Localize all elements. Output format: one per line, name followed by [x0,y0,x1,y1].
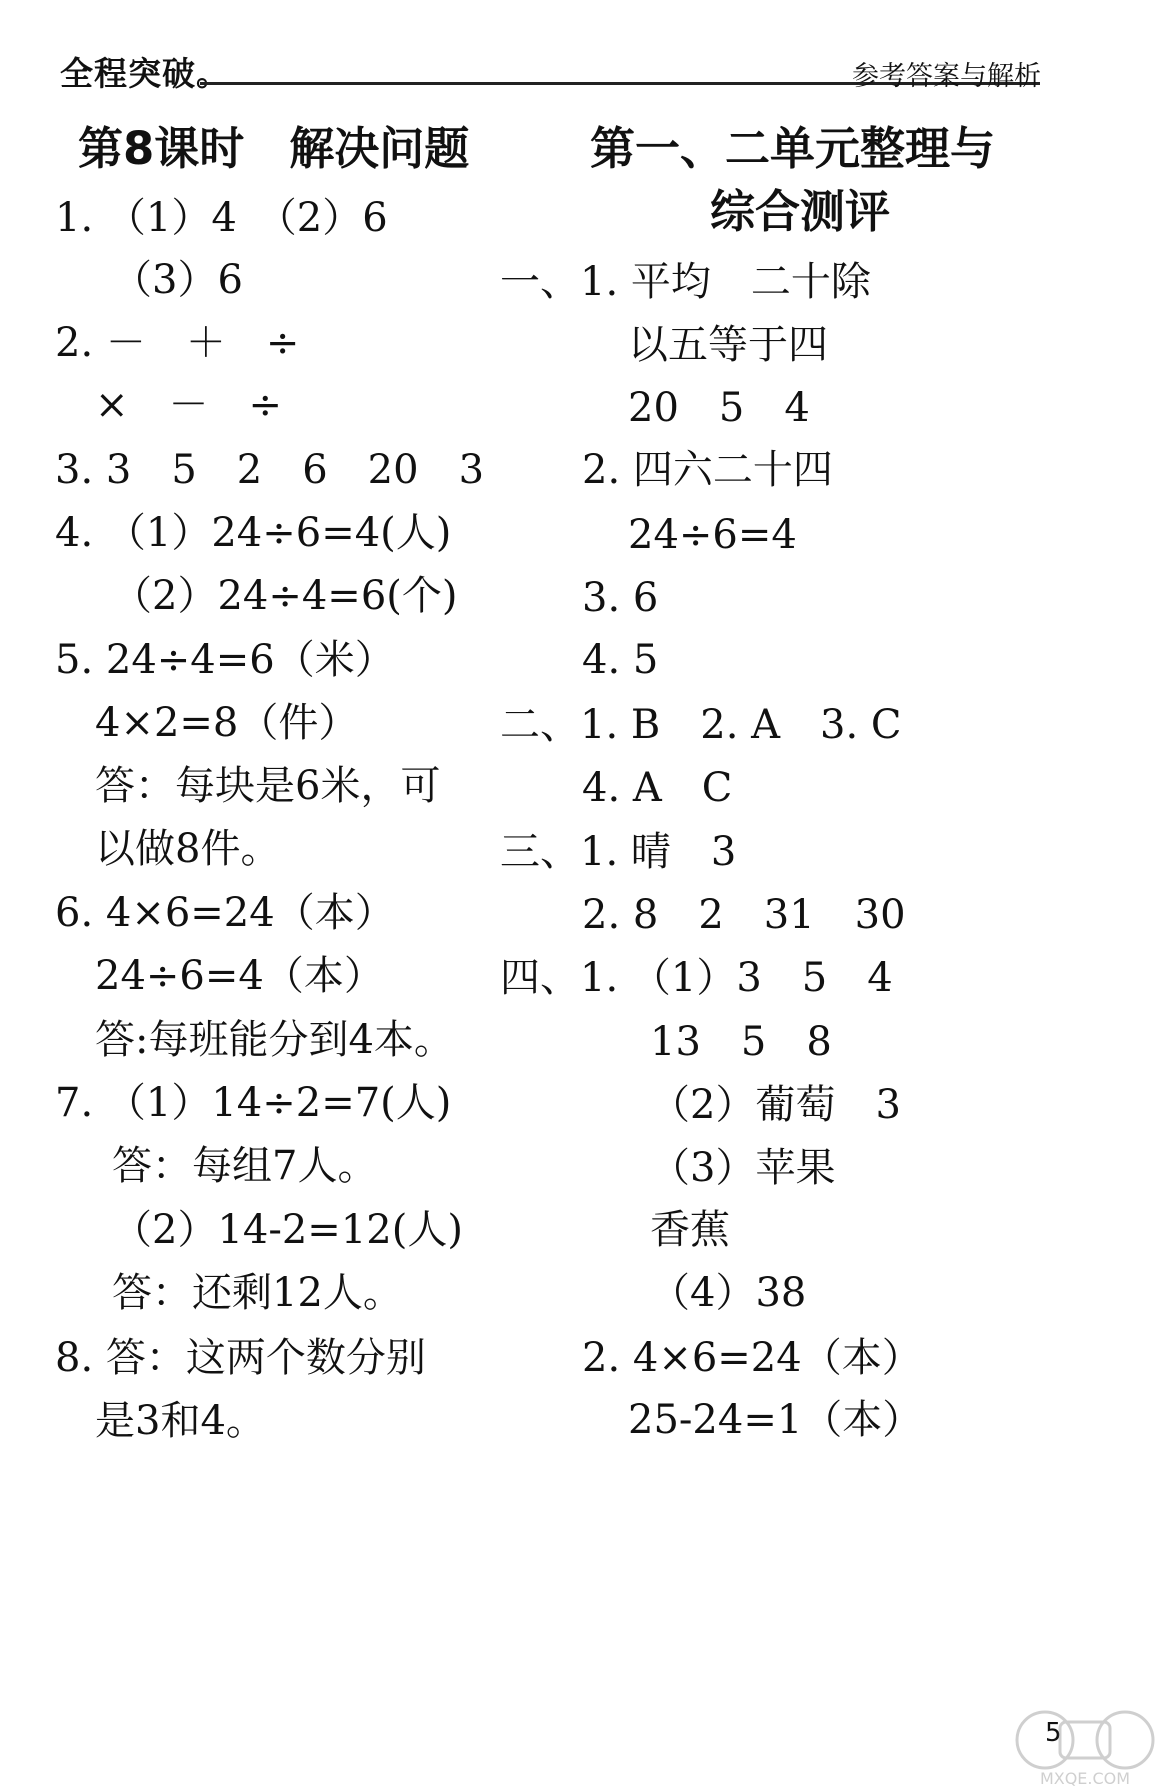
answer-line: 答:每班能分到4本。 [95,1017,454,1063]
answer-line: 25-24=1（本） [628,1397,923,1443]
answer-line: 7. （1）14÷2=7(人) [55,1080,452,1126]
section-title: 参考答案与解析 [852,61,1041,92]
answer-line: 4×2=8（件） [95,700,359,746]
answer-line: 1. （1）4 （2）6 [55,195,388,241]
answer-line: （2）葡萄 3 [650,1082,901,1128]
answer-line: 6. 4×6=24（本） [55,890,395,936]
answer-line: 2. 4×6=24（本） [582,1335,922,1381]
answer-line: 3. 3 5 2 6 20 3 [55,447,485,493]
answer-line: 以做8件。 [95,826,281,872]
right-title-line2: 综合测评 [710,185,891,238]
answer-line: 5. 24÷4=6（米） [55,637,395,683]
answer-line: （3）6 [112,257,243,303]
answer-line: 二、1. B 2. A 3. C [500,702,902,748]
answer-line: 13 5 8 [650,1019,832,1065]
answer-line: 一、1. 平均 二十除 [500,259,871,305]
answer-line: 四、1. （1）3 5 4 [500,955,893,1001]
answer-line: 答：每组7人。 [112,1143,378,1189]
answer-line: 4. A C [582,765,733,811]
right-title-line1: 第一、二单元整理与 [590,122,996,175]
answer-line: 2. － ＋ ÷ [55,320,300,366]
brand-logo: 全程突破。 [60,54,230,93]
answer-line: 4. 5 [582,637,659,683]
answer-line: （2）24÷4=6(个) [112,573,458,619]
answer-line: 三、1. 晴 3 [500,829,737,875]
answer-line: 24÷6=4（本） [95,953,384,999]
watermark-logo [1000,1700,1170,1790]
answer-line: （2）14-2=12(人) [112,1207,463,1253]
answer-line: 20 5 4 [628,385,810,431]
answer-line: （3）苹果 [650,1145,836,1191]
answer-line: 24÷6=4 [628,512,797,558]
page-number: 5 [1045,1718,1062,1748]
answer-line: 8. 答：这两个数分别 [55,1335,426,1381]
left-title: 第8课时 解决问题 [78,122,470,175]
answer-line: × － ÷ [95,382,283,428]
answer-line: 答：还剩12人。 [112,1270,403,1316]
page-header [0,0,1175,100]
answer-line: 答：每块是6米，可 [95,763,441,809]
answer-line: 以五等于四 [628,322,828,368]
answer-line: 是3和4。 [95,1398,266,1444]
answer-line: 2. 8 2 31 30 [582,892,906,938]
answer-line: （4）38 [650,1270,807,1316]
svg-text:MXQE.COM: MXQE.COM [1039,1769,1131,1788]
answer-line: 4. （1）24÷6=4(人) [55,510,452,556]
answer-line: 2. 四六二十四 [582,447,833,493]
answer-line: 香蕉 [650,1207,730,1253]
answer-line: 3. 6 [582,575,659,621]
